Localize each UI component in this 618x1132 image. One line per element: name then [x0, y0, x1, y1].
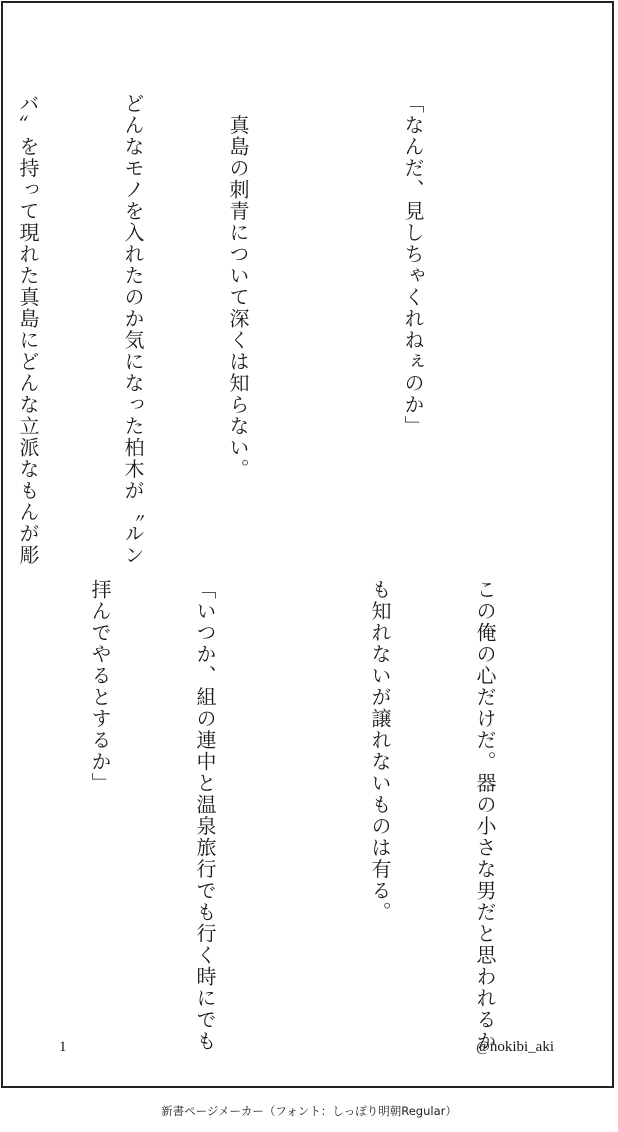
page-frame — [1, 1, 614, 1088]
text-column: 拝んでやるとするか」 — [88, 579, 112, 794]
footer-credit: 新書ページメーカー（フォント：しっぽり明朝Regular） — [161, 1104, 457, 1118]
text-column: バ〟を持って現れた真島にどんな立派なもんが彫 — [16, 93, 40, 566]
text-column: 「なんだ、見しちゃくれねぇのか」 — [401, 93, 425, 437]
text-column: どんなモノを入れたのか気になった柏木が〝ルン — [121, 93, 145, 566]
text-column: 真島の刺青について深くは知らない。 — [226, 93, 250, 480]
text-block-top — [0, 93, 500, 566]
text-column: この俺の心だけだ。器の小さな男だと思われるか — [473, 579, 497, 1052]
text-column: 「いつか、組の連中と温泉旅行でも行く時にでも — [193, 579, 217, 1052]
author-handle: @nokibi_aki — [476, 1039, 554, 1055]
page-number: 1 — [59, 1039, 67, 1055]
text-column: も知れないが譲れないものは有る。 — [368, 579, 392, 923]
